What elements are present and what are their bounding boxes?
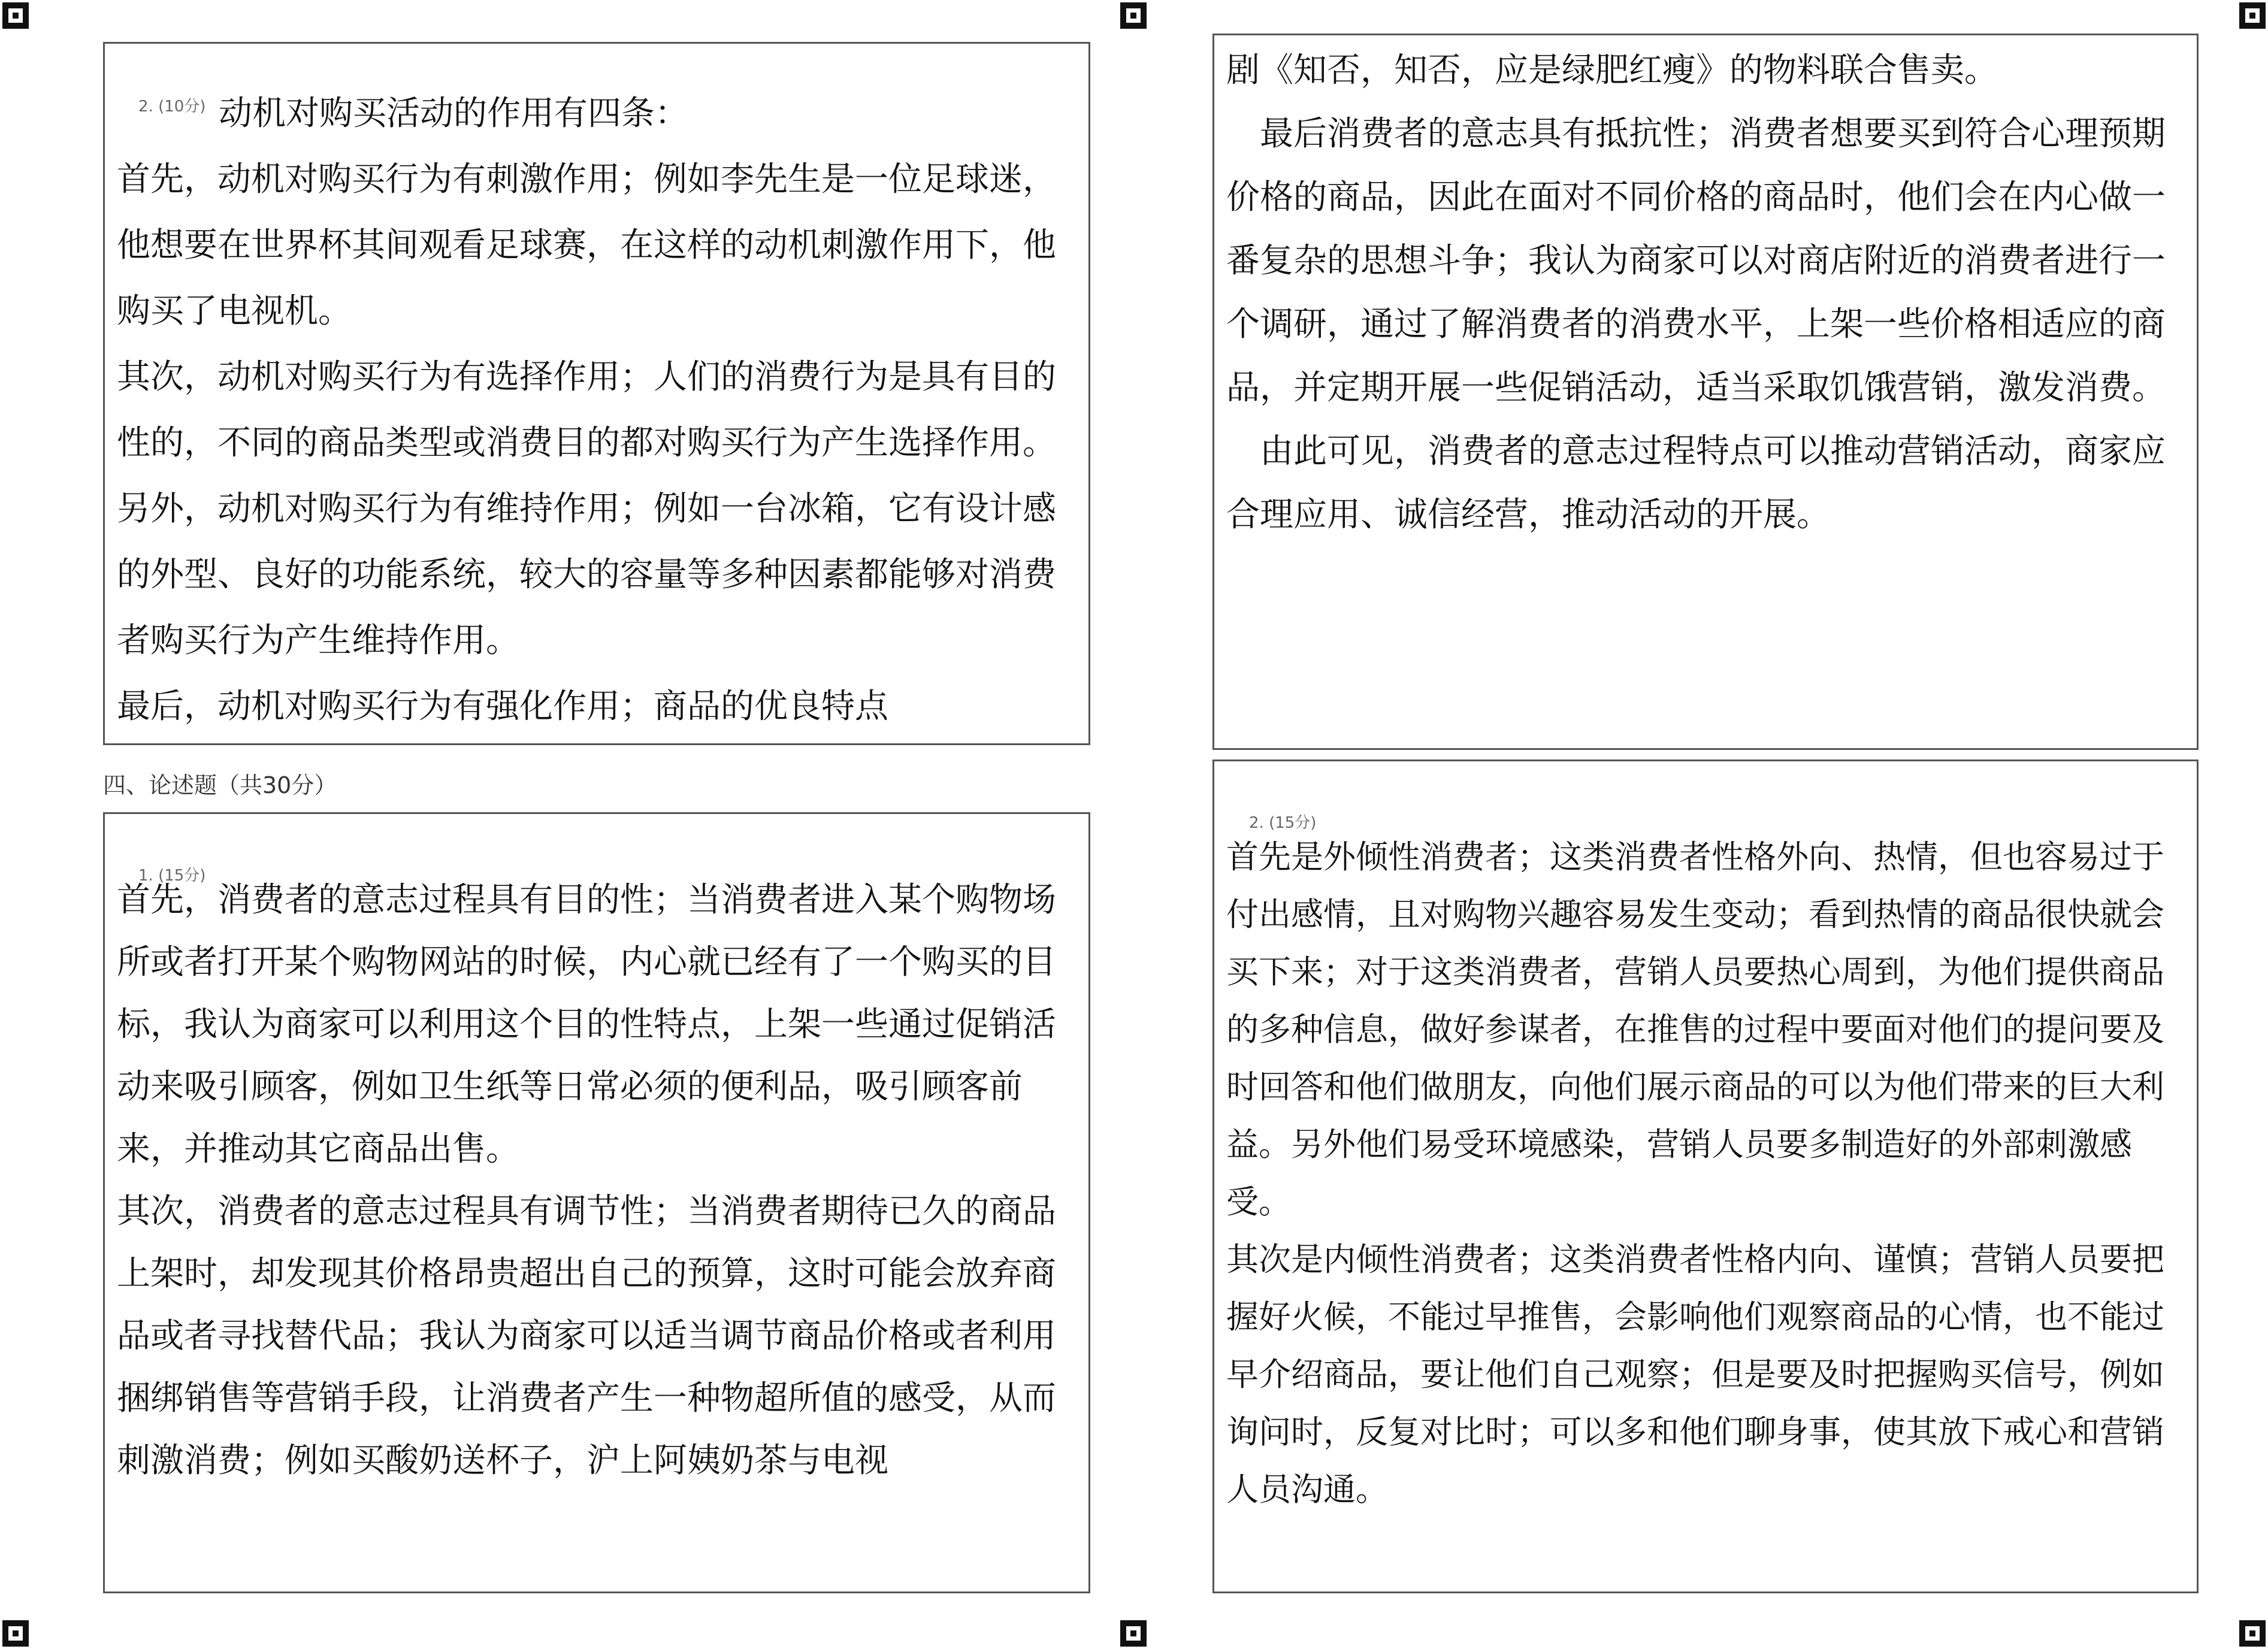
handwritten-answer: 首先是外倾性消费者；这类消费者性格外向、热情，但也容易过于付出感情，且对购物兴趣容易发生变动；看到热情的商品很快就会买下来；对于这类消费者，营销人员要热心周到，为他们提供商品的多种信息，做好参谋者，在推售的过程中要面对他们的提问要及时回答和他们做朋友，向他们展示商品的可以为他们带来的巨大利益。另外他们易受环境感染，营销人员要多制造好的外部刺激感受。 其次是内倾性消费者；这类消费者性格内向、谨慎；营销人员要把握好火候，不能过早推售，会影响他们观察商品的心情，也不能过早介绍商品，要让他们自己观察；但是要及时把握购买信号，例如询问时，反复对比时；可以多和他们聊身事，使其放下戒心和营销人员沟通。 bbox=[1226, 838, 2164, 1508]
answer-box-q2-top bbox=[103, 42, 1090, 745]
question-label: 2. (10分) bbox=[138, 98, 206, 116]
answer-box-essay-q2 bbox=[1212, 760, 2199, 1593]
fiducial-marker-top-left bbox=[2, 2, 29, 29]
fiducial-marker-top-center bbox=[1120, 2, 1147, 29]
section-title: 四、论述题（共30分） bbox=[103, 772, 337, 798]
handwritten-answer: 首先，消费者的意志过程具有目的性；当消费者进入某个购物场所或者打开某个购物网站的时候，内心就已经有了一个购买的目标，我认为商家可以利用这个目的性特点，上架一些通过促销活动来吸引顾客，例如卫生纸等日常必须的便利品，吸引顾客前来，并推动其它商品出售。 其次，消费者的意志过程具有调节性；当消费者期待已久的商品上架时，却发现其价格昂贵超出自己的预算，这时可能会放弃商品或者寻找替代品；我认为商家可以适当调节商品价格或者利用捆绑销售等营销手段，让消费者产生一种物超所值的感受，从而刺激消费；例如买酸奶送杯子，沪上阿姨奶茶与电视 bbox=[117, 881, 1056, 1480]
question-label: 1. (15分) bbox=[138, 867, 206, 885]
fiducial-marker-bottom-left bbox=[2, 1620, 29, 1647]
answer-box-essay-q1 bbox=[103, 812, 1090, 1593]
handwritten-answer: 剧《知否，知否，应是绿肥红瘦》的物料联合售卖。 最后消费者的意志具有抵抗性；消费者想要买到符合心理预期价格的商品，因此在面对不同价格的商品时，他们会在内心做一番复杂的思想斗争；我认为商家可以对商店附近的消费者进行一个调研，通过了解消费者的消费水平，上架一些价格相适应的商品，并定期开展一些促销活动，适当采取饥饿营销，激发消费。 由此可见，消费者的意志过程特点可以推动营销活动，商家应合理应用、诚信经营，推动活动的开展。 bbox=[1226, 51, 2166, 534]
handwritten-answer: 动机对购买活动的作用有四条： 首先，动机对购买行为有刺激作用；例如李先生是一位足球迷，他想要在世界杯其间观看足球赛，在这样的动机刺激作用下，他购买了电视机。 其次，动机对购买行为有选择作用；人们的消费行为是具有目的性的，不同的商品类型或消费目的都对购买行为产生选择作用。 另外，动机对购买行为有维持作用；例如一台冰箱，它有设计感的外型、良好的功能系统，较大的容量等多种因素都能够对消费者购买行为产生维持作用。 最后，动机对购买行为有强化作用；商品的优良特点 bbox=[117, 94, 1056, 726]
fiducial-marker-top-right bbox=[2239, 2, 2266, 29]
answer-box-essay-q1-continued bbox=[1212, 34, 2199, 750]
fiducial-marker-bottom-right bbox=[2239, 1620, 2266, 1647]
fiducial-marker-bottom-center bbox=[1120, 1620, 1147, 1647]
question-label: 2. (15分) bbox=[1249, 814, 1317, 832]
